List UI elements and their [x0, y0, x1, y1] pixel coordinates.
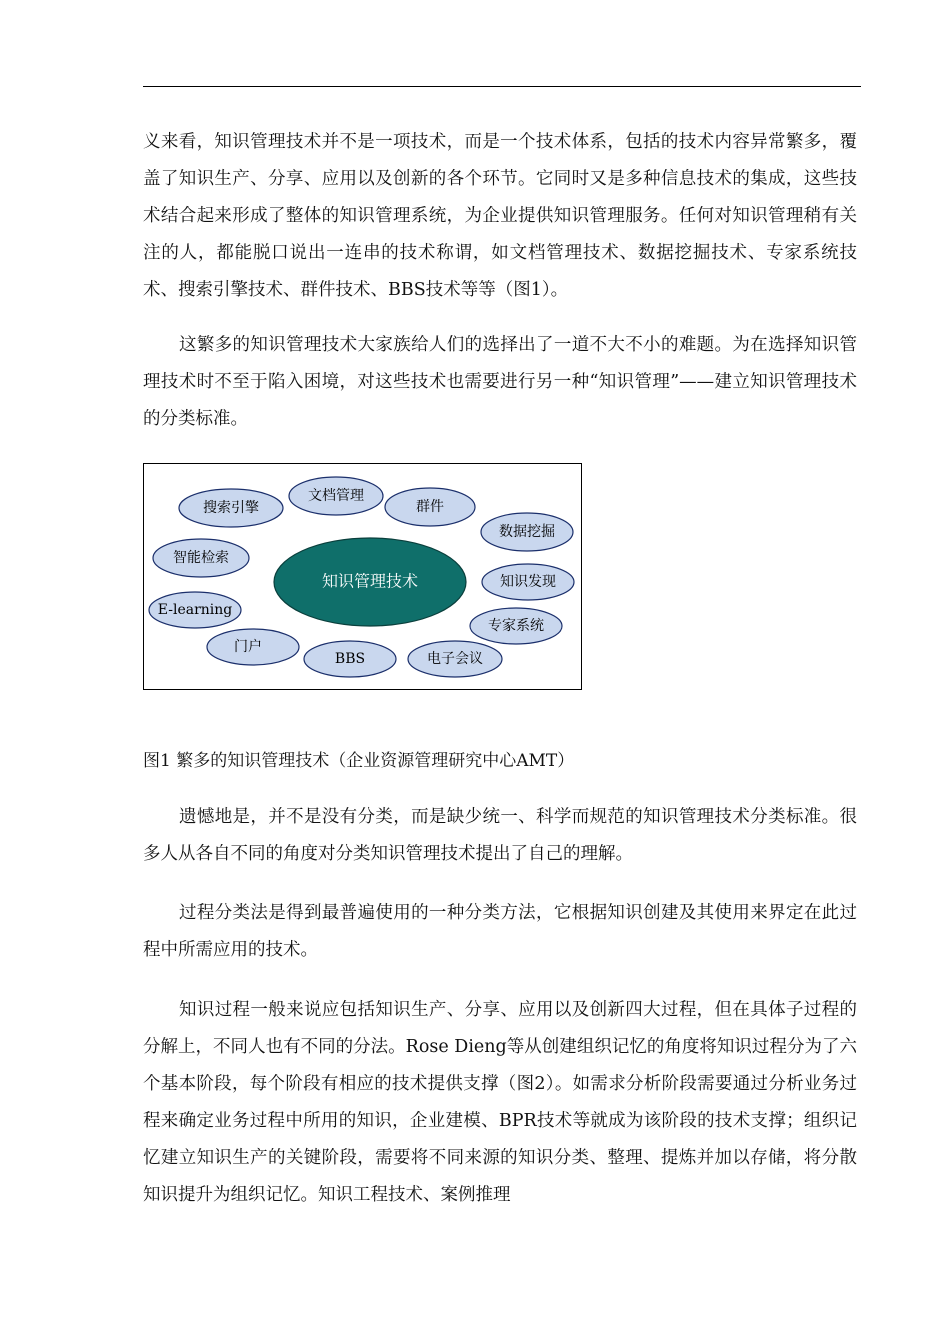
node-search-label: 搜索引擎: [203, 500, 259, 516]
node-bbs-label: BBS: [334, 651, 366, 667]
node-meeting-label: 电子会议: [427, 651, 483, 667]
figure-1: [143, 463, 582, 690]
center-label: 知识管理技术: [321, 571, 419, 591]
node-smartsearch-label: 智能检索: [173, 550, 229, 566]
technology-diagram: [144, 464, 581, 689]
node-docs-label: 文档管理: [308, 488, 364, 504]
node-datamining-label: 数据挖掘: [499, 524, 555, 540]
node-expert-label: 专家系统: [488, 618, 544, 634]
node-portal-label: 门户: [234, 639, 262, 655]
paragraph-4: 过程分类法是得到最普遍使用的一种分类方法，它根据知识创建及其使用来界定在此过程中所需应用的技术。: [143, 903, 857, 960]
figure-caption: 图1 繁多的知识管理技术（企业资源管理研究中心AMT）: [143, 751, 575, 771]
paragraph-3: 遗憾地是，并不是没有分类，而是缺少统一、科学而规范的知识管理技术分类标准。很多人从各自不同的角度对分类知识管理技术提出了自己的理解。: [143, 807, 857, 864]
node-discovery-label: 知识发现: [500, 574, 556, 590]
header-rule: [143, 86, 861, 87]
paragraph-5: 知识过程一般来说应包括知识生产、分享、应用以及创新四大过程，但在具体子过程的分解上，不同人也有不同的分法。Rose Dieng等从创建组织记忆的角度将知识过程分为了六个基本阶段，每个阶段有相应的技术提供支撑（图2）。如需求分析阶段需要通过分析业务过程来确定业务过程中所用的知识，企业建模、BPR技术等就成为该阶段的技术支撑；组织记忆建立知识生产的关键阶段，需要将不同来源的知识分类、整理、提炼并加以存储，将分散知识提升为组织记忆。知识工程技术、案例推理: [143, 1000, 857, 1205]
node-elearning-label: E-learning: [157, 602, 233, 618]
paragraph-1: 义来看，知识管理技术并不是一项技术，而是一个技术体系，包括的技术内容异常繁多，覆盖了知识生产、分享、应用以及创新的各个环节。它同时又是多种信息技术的集成，这些技术结合起来形成了整体的知识管理系统，为企业提供知识管理服务。任何对知识管理稍有关注的人，都能脱口说出一连串的技术称谓，如文档管理技术、数据挖掘技术、专家系统技术、搜索引擎技术、群件技术、BBS技术等等（图1）。: [143, 132, 857, 300]
node-groupware-label: 群件: [416, 499, 444, 515]
paragraph-2: 这繁多的知识管理技术大家族给人们的选择出了一道不大不小的难题。为在选择知识管理技术时不至于陷入困境，对这些技术也需要进行另一种“知识管理”——建立知识管理技术的分类标准。: [143, 335, 857, 429]
